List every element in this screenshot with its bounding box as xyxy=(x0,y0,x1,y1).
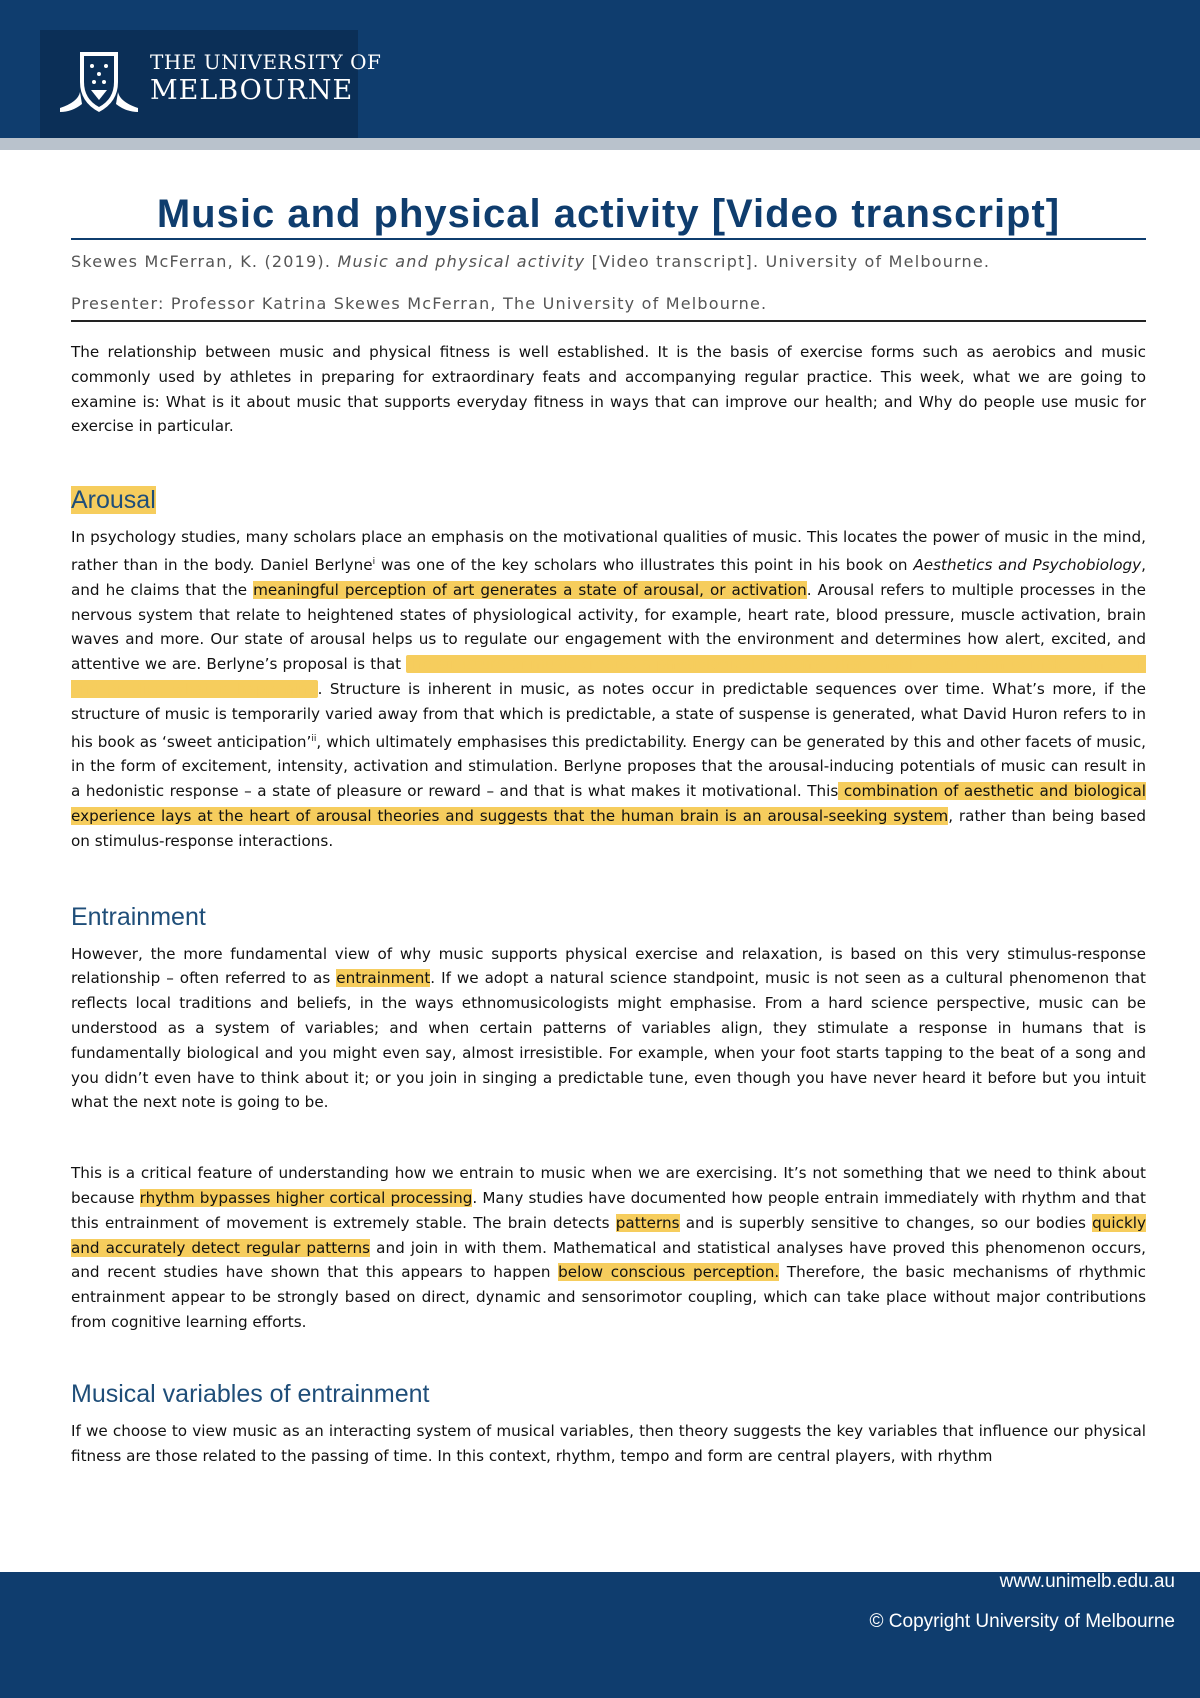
arousal-highlight-1: meaningful perception of art generates a state of arousal, or activation xyxy=(253,580,807,599)
musical-variables-paragraph: If we choose to view music as an interacting system of musical variables, then theory suggests the key variables that influence our physical fitness are those related to the passing of time. In this context, rhythm, tempo and form are central players, with rhythm xyxy=(71,1421,1146,1465)
arousal-highlight-2: combination of aesthetic and biological experience lays at the heart of arousal theories and suggests that the human brain is an arousal-seeking system xyxy=(71,782,1147,826)
entrainment-b-text-5: Therefore, the basic mechanisms of rhythmic entrainment appear to be strongly based on direct, dynamic and sensorimotor coupling, which can take place without major contributions from cognitive learning efforts. xyxy=(71,1263,1146,1332)
citation-source: [Video transcript]. University of Melbourne. xyxy=(585,252,991,271)
entrainment-paragraph-1 xyxy=(71,942,1146,1116)
citation-authors: Skewes McFerran, K. (2019). xyxy=(71,252,338,271)
arousal-paragraph xyxy=(71,525,1146,853)
intro-paragraph: The relationship between music and physical fitness is well established. It is the basis of exercise forms such as aerobics and music commonly used by athletes in preparing for extraordinary feats and accompanying regular practice. This week, what we are going to examine is: What is it about music that supports everyday fitness in ways that can improve our health; and Why do people use music for exercise in particular. xyxy=(71,343,1146,436)
entrainment-b-text-4: and join in with them. Mathematical and statistical analyses have proved this phenomenon occurs, and recent studies have shown that this appears to happen xyxy=(71,1238,1146,1282)
document-body xyxy=(71,190,1146,1468)
presenter-line: Presenter: Professor Katrina Skewes McFerran, The University of Melbourne. xyxy=(71,294,768,313)
arousal-text-1: In psychology studies, many scholars place an emphasis on the motivational qualities of music. This locates the power of music in the mind, rather than in the body. Daniel Berlyne xyxy=(71,528,1146,575)
arousal-text-5: . Structure is inherent in music, as notes occur in predictable sequences over time. What’s more, if the structure of music is temporarily varied away from that which is predictable, a state of suspense is generated, what David Huron refers to in his book as ‘sweet anticipation’ xyxy=(71,680,1146,751)
page-title: Music and physical activity [Video transcript] xyxy=(156,192,1061,236)
arousal-text-2: was one of the key scholars who illustrates this point in his book on xyxy=(375,556,914,575)
arousal-text-3: , and he claims that the xyxy=(71,556,1146,599)
entrainment-b-highlight-4: below conscious perception. xyxy=(558,1263,780,1282)
arousal-book-title: Aesthetics and Psychobiology xyxy=(913,556,1142,575)
citation xyxy=(71,252,1146,272)
title-rule xyxy=(71,238,1146,240)
entrainment-b-text-2: . Many studies have documented how people entrain immediately with rhythm and that this entrainment of movement is extremely stable. The brain detects xyxy=(71,1189,1146,1232)
section-heading-arousal xyxy=(71,485,1146,515)
entrainment-b-text-3: and is superbly sensitive to changes, so our bodies xyxy=(679,1213,1093,1232)
entrainment-b-highlight-3: quickly and accurately detect regular patterns xyxy=(71,1213,1146,1257)
entrainment-b-highlight-2: patterns xyxy=(615,1213,680,1232)
header-stripe xyxy=(0,138,1200,150)
endnote-marker-ii[interactable]: ii xyxy=(311,733,317,744)
entrainment-paragraph-2 xyxy=(71,1161,1146,1335)
arousal-text-4: . Arousal refers to multiple processes in the nervous system that relate to heightened states of physiological activity, for example, heart rate, blood pressure, muscle activation, brain waves and more. Our state of arousal helps us to regulate our engagement with the environment and determines how alert, excited, and attentive we are. Berlyne’s proposal is that xyxy=(71,580,1146,674)
university-crest-icon xyxy=(58,46,140,118)
arousal-highlight-obscured: the structure of music creates a physiological response that enables our brain to make sense of, and predict, what is happening xyxy=(71,655,1146,699)
endnote-marker-i[interactable]: i xyxy=(372,556,376,567)
entrainment-highlight: entrainment xyxy=(336,969,431,988)
logo-wordmark xyxy=(150,50,381,108)
entrainment-text-2: . If we adopt a natural science standpoint, music is not seen as a cultural phenomenon that reflects local traditions and beliefs, in the ways ethnomusicologists might emphasise. From a hard science perspective, music can be understood as a system of variables; and when certain patterns of variables align, they stimulate a response in humans that is fundamentally biological and you might even say, almost irresistible. For example, when your foot starts tapping to the beat of a song and you didn’t even have to think about it; or you join in singing a predictable tune, even though you have never heard it before but you intuit what the next note is going to be. xyxy=(71,969,1146,1112)
arousal-text-6: , which ultimately emphasises this predictability. Energy can be generated by this and other facets of music, in the form of excitement, intensity, activation and stimulation. Berlyne proposes that the arousal-inducing potentials of music can result in a hedonistic response – a state of pleasure or reward – and that is what makes it motivational. This xyxy=(71,732,1147,801)
arousal-text-7: , rather than being based on stimulus-response interactions. xyxy=(71,807,1147,850)
entrainment-text-1: However, the more fundamental view of why music supports physical exercise and relaxation, is based on this very stimulus-response relationship – often referred to as xyxy=(71,944,1146,988)
logo-line2: MELBOURNE xyxy=(150,75,354,106)
logo-line1: THE UNIVERSITY OF xyxy=(150,50,382,74)
citation-title: Music and physical activity xyxy=(337,252,586,271)
entrainment-b-highlight-1: rhythm bypasses higher cortical processing xyxy=(139,1189,473,1208)
presenter-rule xyxy=(71,320,1146,322)
entrainment-b-text-1: This is a critical feature of understanding how we entrain to music when we are exercising. It’s not something that we need to think about because xyxy=(71,1164,1146,1208)
arousal-heading-text: Arousal xyxy=(71,486,156,515)
section-heading-musical-variables: Musical variables of entrainment xyxy=(71,1379,430,1408)
footer-copyright: © Copyright University of Melbourne xyxy=(869,1611,1175,1632)
footer-url-link[interactable]: www.unimelb.edu.au xyxy=(999,1571,1175,1592)
section-heading-entrainment: Entrainment xyxy=(71,902,206,931)
